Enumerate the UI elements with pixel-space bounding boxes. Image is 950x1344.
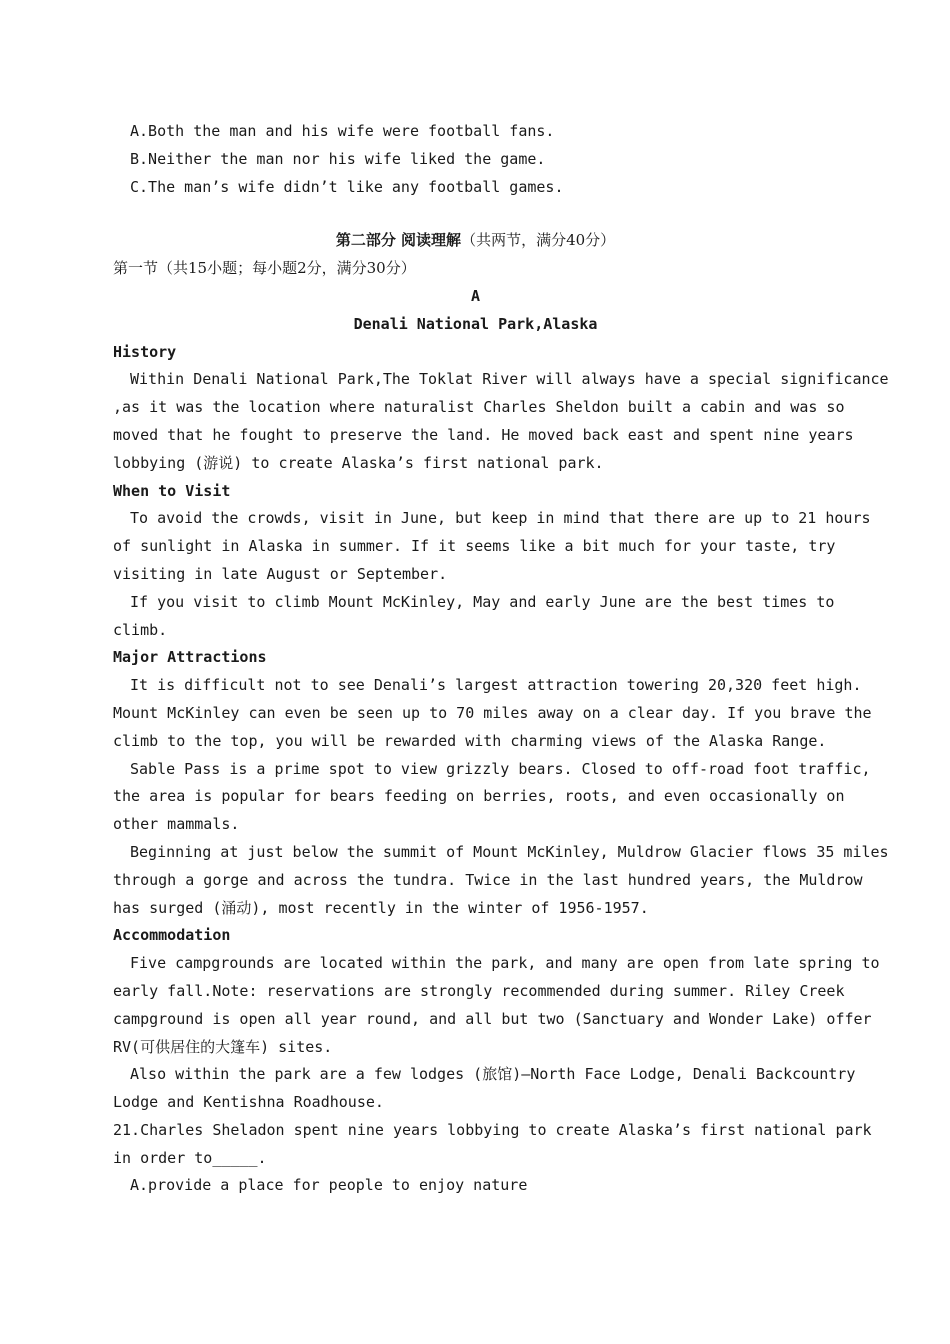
- prev-option-b: B.Neither the man nor his wife liked the game.: [130, 149, 546, 168]
- passage-line: It is difficult not to see Denali’s largest attraction towering 20,320 feet high.: [130, 676, 862, 695]
- passage-letter: A: [470, 286, 481, 305]
- passage-line: To avoid the crowds, visit in June, but keep in mind that there are up to 21 hours: [130, 509, 871, 528]
- passage-line: of sunlight in Alaska in summer. If it seems like a bit much for your taste, try: [113, 537, 836, 556]
- document-page: [113, 118, 889, 1200]
- question-21-stem-cont: in order to_____.: [113, 1148, 267, 1167]
- passage-line: lobbying (游说) to create Alaska’s first national park.: [113, 453, 604, 472]
- passage-heading: Accommodation: [113, 926, 231, 945]
- section-title-rest: （共两节，满分40分）: [461, 231, 616, 250]
- prev-option-c: C.The man’s wife didn’t like any football games.: [130, 177, 564, 196]
- passage-line: ,as it was the location where naturalist Charles Sheldon built a cabin and was so: [113, 398, 845, 417]
- passage-line: early fall.Note: reservations are strongly recommended during summer. Riley Creek: [113, 981, 845, 1000]
- passage-line: Five campgrounds are located within the park, and many are open from late spring to: [130, 954, 880, 973]
- passage-line: Beginning at just below the summit of Mount McKinley, Muldrow Glacier flows 35 miles: [130, 842, 889, 861]
- passage-body: [113, 339, 889, 1117]
- section-subtitle: 第一节（共15小题；每小题2分，满分30分）: [113, 259, 416, 278]
- passage-line: Mount McKinley can even be seen up to 70 miles away on a clear day. If you brave the: [113, 703, 872, 722]
- section-title-bold: 第二部分 阅读理解: [335, 231, 462, 250]
- passage-line: Sable Pass is a prime spot to view grizzly bears. Closed to off-road foot traffic,: [130, 759, 871, 778]
- passage-line: climb.: [113, 620, 168, 639]
- passage-line: RV(可供居住的大篷车) sites.: [113, 1037, 333, 1056]
- passage-title: Denali National Park,Alaska: [353, 314, 598, 333]
- passage-heading: History: [113, 342, 177, 361]
- question-21-stem: 21.Charles Sheladon spent nine years lobbying to create Alaska’s first national park: [113, 1120, 872, 1139]
- passage-line: the area is popular for bears feeding on berries, roots, and even occasionally on: [113, 787, 845, 806]
- passage-line: Within Denali National Park,The Toklat River will always have a special significance: [130, 370, 889, 389]
- passage-heading: When to Visit: [113, 481, 231, 500]
- passage-line: If you visit to climb Mount McKinley, May and early June are the best times to: [130, 592, 835, 611]
- passage-line: moved that he fought to preserve the land. He moved back east and spent nine years: [113, 425, 854, 444]
- passage-line: has surged (涌动), most recently in the winter of 1956-1957.: [113, 898, 649, 917]
- passage-line: campground is open all year round, and all but two (Sanctuary and Wonder Lake) offer: [113, 1009, 872, 1028]
- passage-heading: Major Attractions: [113, 648, 267, 667]
- section-title: [113, 227, 838, 255]
- passage-line: other mammals.: [113, 815, 240, 834]
- passage-line: Also within the park are a few lodges (旅馆)—North Face Lodge, Denali Backcountry: [130, 1065, 856, 1084]
- passage-line: Lodge and Kentishna Roadhouse.: [113, 1093, 384, 1112]
- passage-line: visiting in late August or September.: [113, 564, 448, 583]
- question-21-option-a: A.provide a place for people to enjoy nature: [130, 1176, 528, 1195]
- passage-line: through a gorge and across the tundra. Twice in the last hundred years, the Muldrow: [113, 870, 863, 889]
- prev-option-a: A.Both the man and his wife were football fans.: [130, 122, 555, 140]
- passage-line: climb to the top, you will be rewarded with charming views of the Alaska Range.: [113, 731, 827, 750]
